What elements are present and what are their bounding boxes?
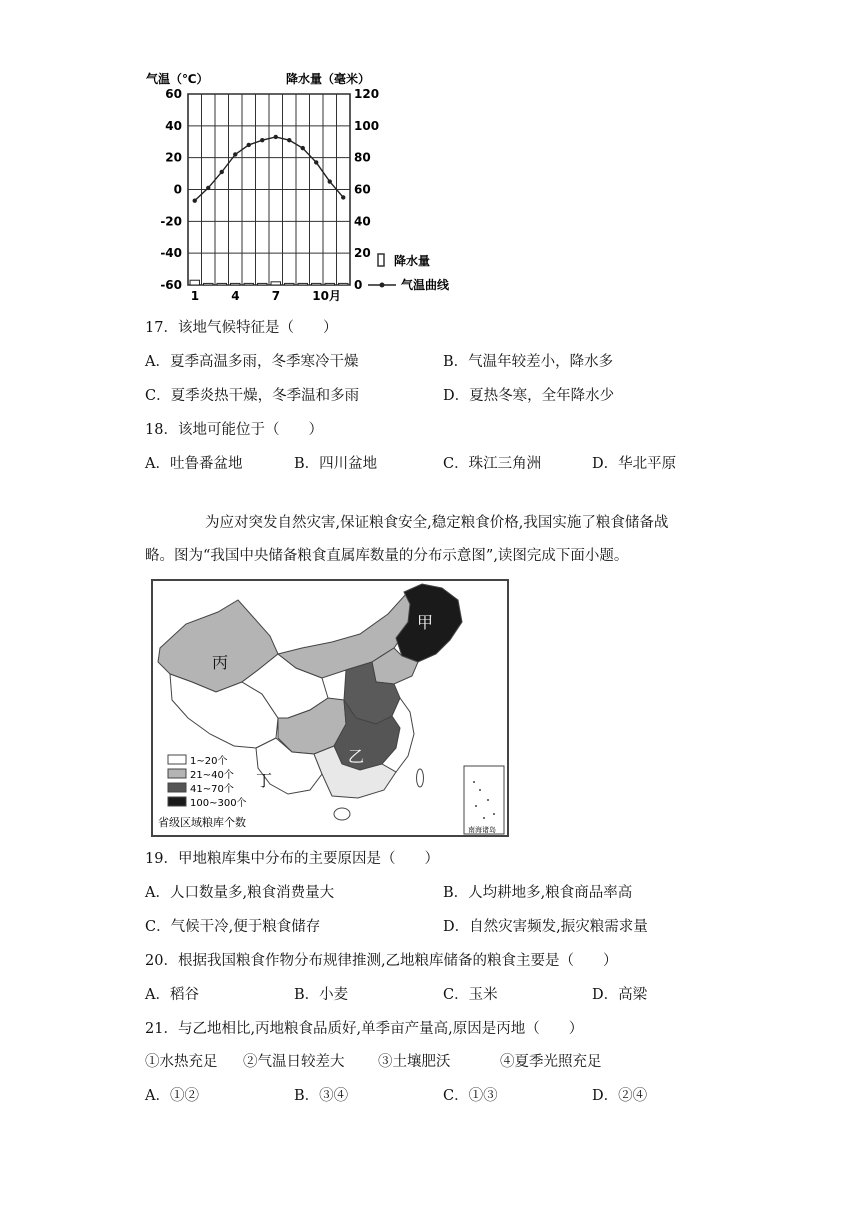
precip-bar bbox=[258, 283, 267, 285]
right-tick-label: 60 bbox=[354, 182, 371, 197]
temperature-point bbox=[193, 198, 197, 202]
precip-bar bbox=[190, 280, 199, 285]
q21-option-b[interactable]: B．③④ bbox=[294, 1088, 349, 1104]
precip-bar bbox=[285, 283, 294, 285]
temperature-point bbox=[287, 138, 291, 142]
legend-label-1: 1~20个 bbox=[190, 756, 228, 767]
q17-stem: 17．该地气候特征是（ ） bbox=[145, 320, 338, 336]
q21-statement-4: ④夏季光照充足 bbox=[500, 1054, 602, 1070]
temperature-point bbox=[220, 170, 224, 174]
region-hainan bbox=[334, 808, 350, 820]
x-tick-label: 4 bbox=[231, 289, 240, 303]
temperature-point bbox=[274, 135, 278, 139]
legend-label-2: 21~40个 bbox=[190, 770, 234, 781]
temperature-point bbox=[341, 195, 345, 199]
left-tick-label: 20 bbox=[165, 150, 182, 165]
chart-plot-area bbox=[188, 94, 350, 285]
q17-option-b[interactable]: B．气温年较差小，降水多 bbox=[443, 354, 614, 370]
left-tick-label: -40 bbox=[160, 246, 182, 261]
x-tick-label: 10月 bbox=[312, 289, 341, 303]
q19-option-d[interactable]: D．自然灾害频发,振灾粮需求量 bbox=[443, 919, 648, 935]
q17-option-c[interactable]: C．夏季炎热干燥，冬季温和多雨 bbox=[145, 388, 360, 404]
south-sea-inset bbox=[464, 766, 504, 834]
precip-bar bbox=[312, 283, 321, 285]
right-tick-label: 120 bbox=[354, 87, 380, 101]
right-tick-label: 100 bbox=[354, 118, 380, 133]
legend-label-4: 100~300个 bbox=[190, 798, 247, 809]
q21-statement-2: ②气温日较差大 bbox=[243, 1054, 345, 1070]
temperature-point bbox=[314, 160, 318, 164]
temperature-point bbox=[260, 138, 264, 142]
temp-legend-label: 气温曲线 bbox=[401, 278, 450, 292]
q18-option-b[interactable]: B．四川盆地 bbox=[294, 456, 378, 472]
legend-swatch-3 bbox=[168, 783, 186, 792]
label-yi: 乙 bbox=[348, 747, 365, 766]
q20-stem: 20．根据我国粮食作物分布规律推测,乙地粮库储备的粮食主要是（ ） bbox=[145, 953, 618, 969]
precip-bar bbox=[271, 282, 280, 285]
q17-option-d[interactable]: D．夏热冬寒，全年降水少 bbox=[443, 388, 615, 404]
legend-swatch-4 bbox=[168, 797, 186, 806]
q21-option-a[interactable]: A．①② bbox=[145, 1088, 199, 1104]
climate-chart bbox=[140, 66, 470, 306]
left-tick-label: -20 bbox=[160, 214, 182, 229]
precip-bar bbox=[339, 283, 348, 285]
legend-title: 省级区域粮库个数 bbox=[158, 816, 246, 829]
passage-line-2: 略。图为“我国中央储备粮食直属库数量的分布示意图”,读图完成下面小题。 bbox=[145, 548, 629, 564]
q18-option-d[interactable]: D．华北平原 bbox=[592, 456, 677, 472]
precip-bar bbox=[325, 283, 334, 285]
precip-bar bbox=[298, 283, 307, 285]
passage-line-1: 为应对突发自然灾害,保证粮食安全,稳定粮食价格,我国实施了粮食储备战 bbox=[205, 515, 669, 531]
q21-option-c[interactable]: C．①③ bbox=[443, 1088, 498, 1104]
right-axis-title: 降水量（毫米） bbox=[286, 72, 371, 86]
legend-label-3: 41~70个 bbox=[190, 784, 234, 795]
left-tick-label: 60 bbox=[165, 87, 182, 101]
q17-option-a[interactable]: A．夏季高温多雨，冬季寒冷干燥 bbox=[145, 354, 359, 370]
precip-legend-swatch bbox=[378, 254, 384, 266]
left-tick-label: 0 bbox=[173, 182, 182, 197]
temperature-point bbox=[247, 143, 251, 147]
precip-bar bbox=[204, 283, 213, 285]
q21-option-d[interactable]: D．②④ bbox=[592, 1088, 648, 1104]
left-tick-label: -60 bbox=[160, 278, 182, 292]
q19-stem: 19．甲地粮库集中分布的主要原因是（ ） bbox=[145, 851, 439, 867]
right-tick-label: 80 bbox=[354, 150, 371, 165]
legend-swatch-1 bbox=[168, 755, 186, 764]
temperature-point bbox=[328, 179, 332, 183]
precip-bar bbox=[244, 283, 253, 285]
precip-bar bbox=[217, 283, 226, 285]
temp-legend-dot bbox=[380, 283, 385, 288]
q20-option-c[interactable]: C．玉米 bbox=[443, 987, 498, 1003]
right-tick-label: 20 bbox=[354, 246, 371, 261]
x-tick-label: 7 bbox=[271, 289, 281, 303]
q21-stem: 21．与乙地相比,丙地粮食品质好,单季亩产量高,原因是丙地（ ） bbox=[145, 1021, 584, 1037]
temperature-point bbox=[206, 186, 210, 190]
precip-legend-label: 降水量 bbox=[394, 254, 431, 268]
label-jia: 甲 bbox=[417, 613, 434, 632]
q21-statement-1: ①水热充足 bbox=[145, 1054, 218, 1070]
q20-option-b[interactable]: B．小麦 bbox=[294, 987, 349, 1003]
q20-option-d[interactable]: D．高梁 bbox=[592, 987, 648, 1003]
left-axis-title: 气温（℃） bbox=[146, 72, 209, 86]
label-ding: 丁 bbox=[256, 771, 273, 790]
q19-option-c[interactable]: C．气候干冷,便于粮食储存 bbox=[145, 919, 321, 935]
x-tick-label: 1 bbox=[190, 289, 200, 303]
q19-option-b[interactable]: B．人均耕地多,粮食商品率高 bbox=[443, 885, 633, 901]
q20-option-a[interactable]: A．稻谷 bbox=[145, 987, 199, 1003]
inset-label: 南海诸岛 bbox=[468, 826, 496, 834]
q21-statement-3: ③土壤肥沃 bbox=[378, 1054, 451, 1070]
q18-stem: 18．该地可能位于（ ） bbox=[145, 422, 323, 438]
precip-bar bbox=[231, 283, 240, 285]
right-tick-label: 40 bbox=[354, 214, 371, 229]
q18-option-a[interactable]: A．吐鲁番盆地 bbox=[145, 456, 243, 472]
china-grain-depot-map bbox=[146, 578, 512, 840]
region-taiwan bbox=[417, 769, 424, 787]
legend-swatch-2 bbox=[168, 769, 186, 778]
temperature-point bbox=[301, 146, 305, 150]
right-tick-label: 0 bbox=[354, 278, 363, 292]
label-bing: 丙 bbox=[212, 653, 229, 672]
temperature-point bbox=[233, 152, 237, 156]
left-tick-label: 40 bbox=[165, 118, 182, 133]
q19-option-a[interactable]: A．人口数量多,粮食消费量大 bbox=[145, 885, 335, 901]
q18-option-c[interactable]: C．珠江三角洲 bbox=[443, 456, 542, 472]
